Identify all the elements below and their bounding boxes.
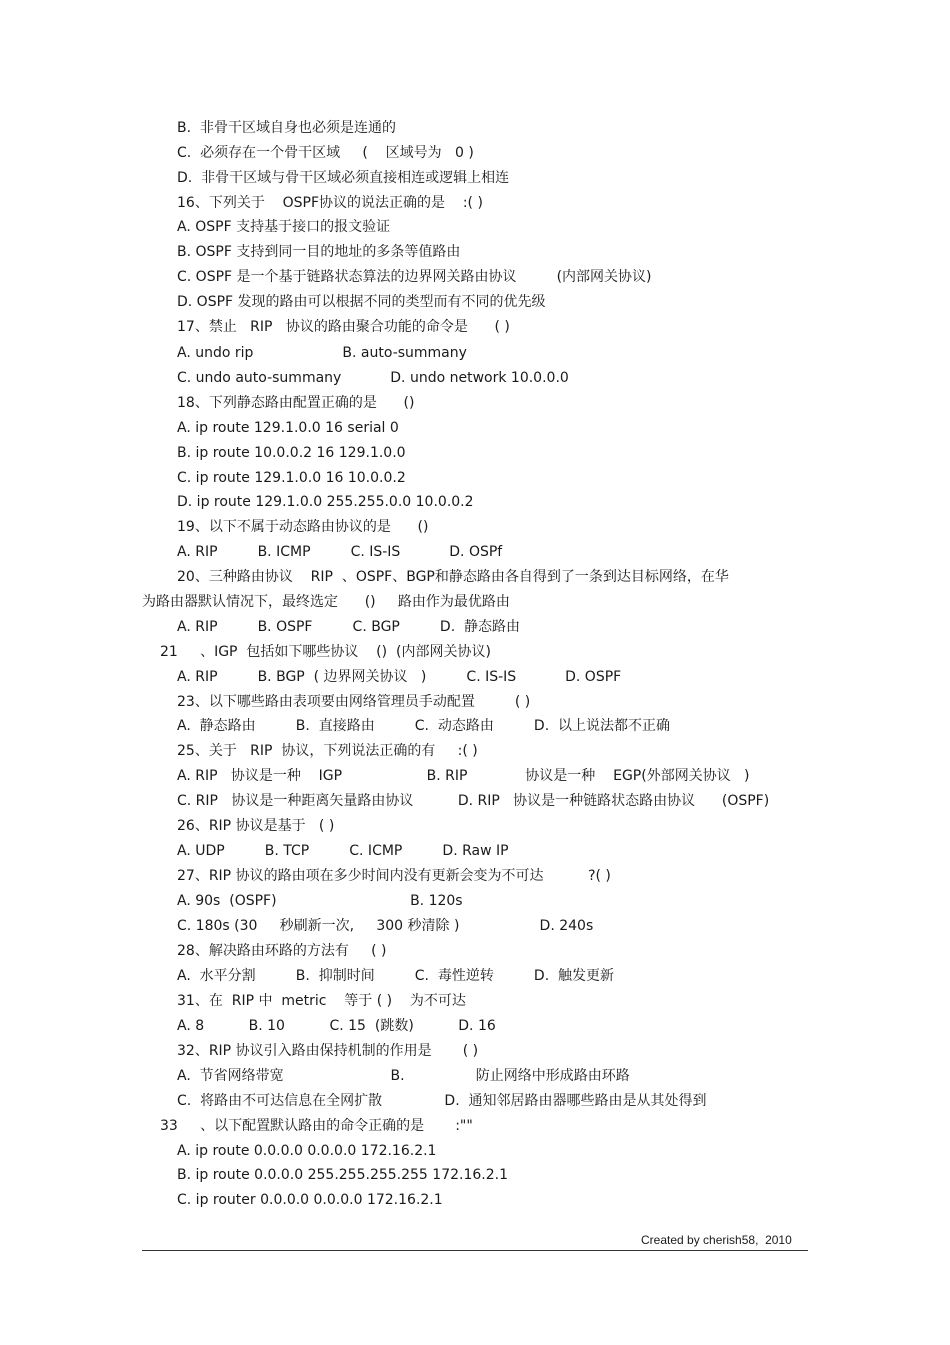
question-line: 26、RIP 协议是基于 ( ) <box>177 818 335 834</box>
text-line: A. ip route 0.0.0.0 0.0.0.0 172.16.2.1 <box>177 1143 437 1159</box>
text-line: A. RIP B. ICMP C. IS-IS D. OSPf <box>177 544 503 560</box>
question-line: 19、以下不属于动态路由协议的是 () <box>177 519 429 535</box>
text-line: A. OSPF 支持基于接口的报文验证 <box>177 219 391 235</box>
text-line: B. ip route 0.0.0.0 255.255.255.255 172.16.2.1 <box>177 1167 508 1183</box>
text-line: C. OSPF 是一个基于链路状态算法的边界网关路由协议 (内部网关协议) <box>177 269 652 285</box>
text-line: A. 90s (OSPF) B. 120s <box>177 893 463 909</box>
footer-credit: Created by cherish58, 2010 <box>641 1233 792 1247</box>
question-line: 16、下列关于 OSPF协议的说法正确的是 :( ) <box>177 195 483 211</box>
text-line: A. RIP B. OSPF C. BGP D. 静态路由 <box>177 619 521 635</box>
text-line: A. UDP B. TCP C. ICMP D. Raw IP <box>177 843 509 859</box>
text-line: C. ip router 0.0.0.0 0.0.0.0 172.16.2.1 <box>177 1192 443 1208</box>
question-line: 23、以下哪些路由表项要由网络管理员手动配置 ( ) <box>177 694 531 710</box>
question-line: 27、RIP 协议的路由项在多少时间内没有更新会变为不可达 ?( ) <box>177 868 611 884</box>
footer-divider <box>142 1250 808 1251</box>
question-line: 21 、IGP 包括如下哪些协议 () (内部网关协议) <box>160 644 491 660</box>
text-line: C. 180s (30 秒刷新一次, 300 秒清除 ) D. 240s <box>177 918 594 934</box>
text-line: A. 8 B. 10 C. 15 (跳数) D. 16 <box>177 1018 496 1034</box>
text-line: A. undo rip B. auto-summany <box>177 345 467 361</box>
question-line: 18、下列静态路由配置正确的是 () <box>177 395 415 411</box>
text-line: A. RIP 协议是一种 IGP B. RIP 协议是一种 EGP(外部网关协议 ) <box>177 768 750 784</box>
question-line: 20、三种路由协议 RIP 、OSPF、BGP和静态路由各自得到了一条到达目标网络，在华 <box>177 569 729 585</box>
text-line: C. ip route 129.1.0.0 16 10.0.0.2 <box>177 470 406 486</box>
text-line: D. 非骨干区域与骨干区域必须直接相连或逻辑上相连 <box>177 170 510 186</box>
text-line: C. 必须存在一个骨干区域 ( 区域号为 0 ) <box>177 145 474 161</box>
question-line: 32、RIP 协议引入路由保持机制的作用是 ( ) <box>177 1043 479 1059</box>
question-line: 33 、以下配置默认路由的命令正确的是 :"" <box>160 1118 473 1134</box>
text-line: D. OSPF 发现的路由可以根据不同的类型而有不同的优先级 <box>177 294 546 310</box>
text-line: C. RIP 协议是一种距离矢量路由协议 D. RIP 协议是一种链路状态路由协议 (OSPF) <box>177 793 770 809</box>
text-line: A. 静态路由 B. 直接路由 C. 动态路由 D. 以上说法都不正确 <box>177 718 671 734</box>
text-line: B. OSPF 支持到同一目的地址的多条等值路由 <box>177 244 461 260</box>
text-line: 为路由器默认情况下，最终选定 () 路由作为最优路由 <box>142 594 510 610</box>
text-line: A. RIP B. BGP ( 边界网关协议 ) C. IS-IS D. OSPF <box>177 669 622 685</box>
question-line: 17、禁止 RIP 协议的路由聚合功能的命令是 ( ) <box>177 319 510 335</box>
text-line: A. ip route 129.1.0.0 16 serial 0 <box>177 420 399 436</box>
text-line: C. undo auto-summany D. undo network 10.0.0.0 <box>177 370 569 386</box>
text-line: C. 将路由不可达信息在全网扩散 D. 通知邻居路由器哪些路由是从其处得到 <box>177 1093 707 1109</box>
text-line: B. 非骨干区域自身也必须是连通的 <box>177 120 396 136</box>
text-line: B. ip route 10.0.0.2 16 129.1.0.0 <box>177 445 406 461</box>
question-line: 28、解决路由环路的方法有 ( ) <box>177 943 387 959</box>
text-line: A. 节省网络带宽 B. 防止网络中形成路由环路 <box>177 1068 630 1084</box>
text-line: D. ip route 129.1.0.0 255.255.0.0 10.0.0.2 <box>177 494 474 510</box>
question-line: 25、关于 RIP 协议，下列说法正确的有 :( ) <box>177 743 478 759</box>
question-line: 31、在 RIP 中 metric 等于 ( ) 为不可达 <box>177 993 466 1009</box>
text-line: A. 水平分割 B. 抑制时间 C. 毒性逆转 D. 触发更新 <box>177 968 615 984</box>
